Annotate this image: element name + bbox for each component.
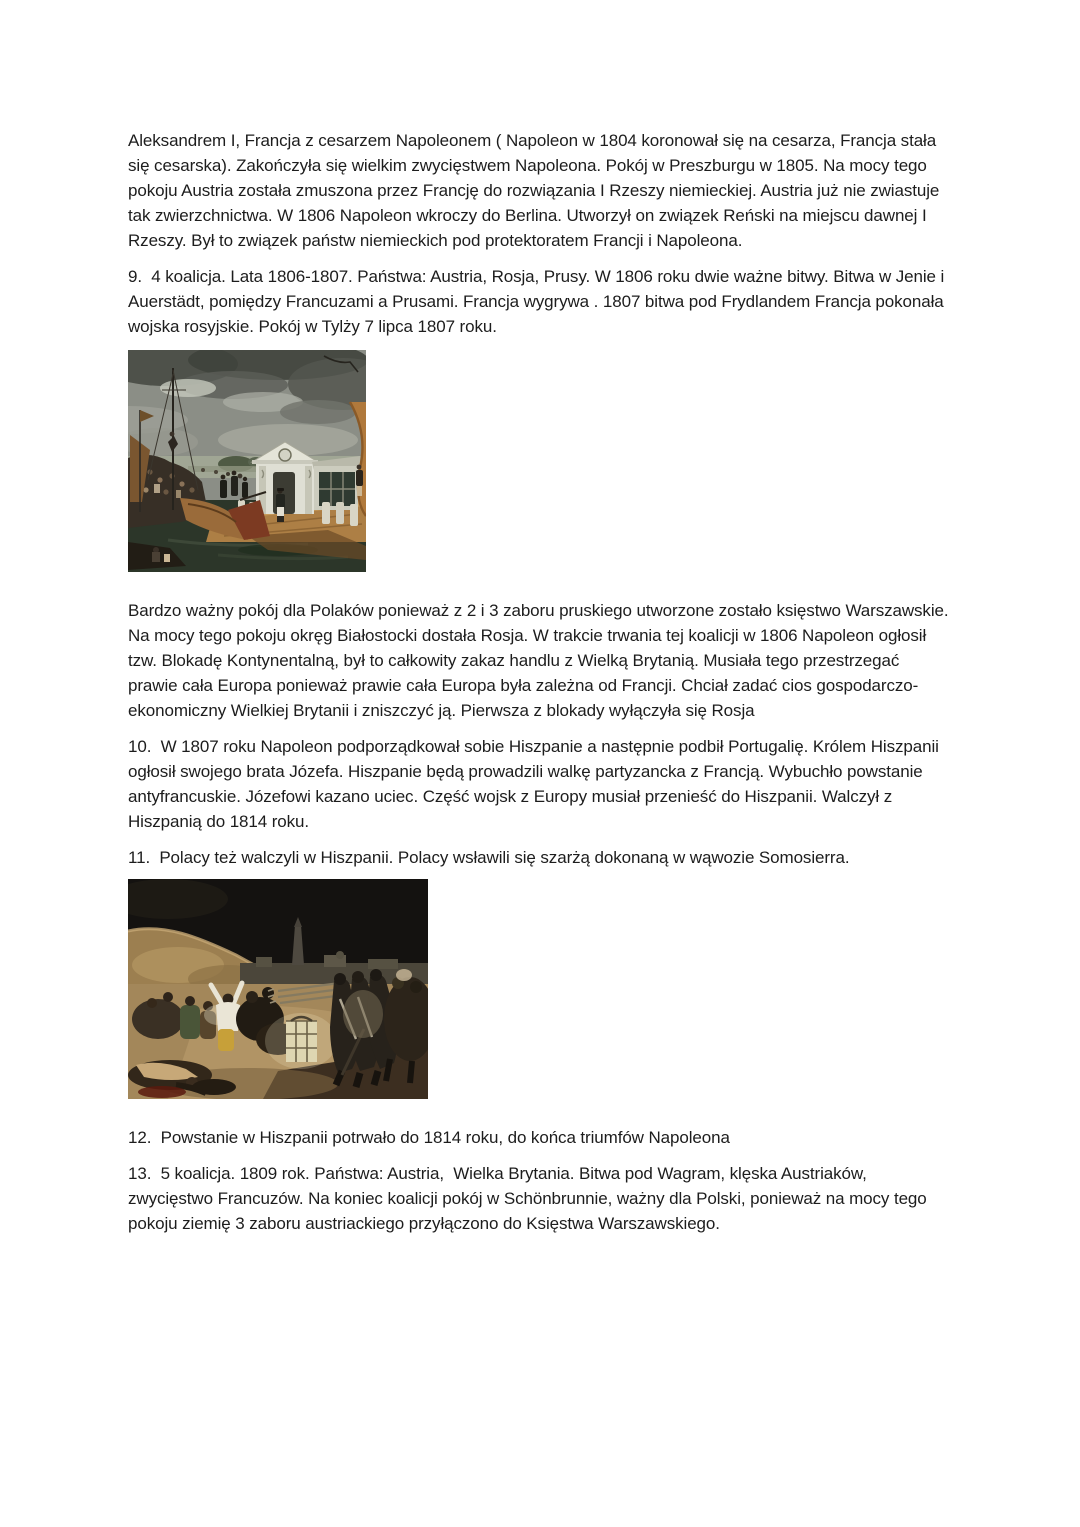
paragraph-item-9-coalition-4: 9. 4 koalicja. Lata 1806-1807. Państwa: Austria, Rosja, Prusy. W 1806 roku dwie ważne bitwy. Bitwa w Jenie i Auerstädt, pomiędzy Francuzami a Prusami. Francja wygrywa . 1807 bitwa pod Frydlandem Francja pokonała wojska rosyjskie. Pokój w Tylży 7 lipca 1807 roku. <box>128 267 949 336</box>
paragraph-item-11-somosierra: 11. Polacy też walczyli w Hiszpanii. Polacy wsławili się szarżą dokonaną w wąwozie Somosierra. <box>128 848 850 867</box>
goya-third-of-may-painting <box>128 879 952 1099</box>
paragraph-tilsit-consequences: Bardzo ważny pokój dla Polaków ponieważ z 2 i 3 zaboru pruskiego utworzone zostało księstwo Warszawskie. Na mocy tego pokoju okręg Białostocki dostała Rosja. W trakcie trwania tej koalicji w 1806 Napoleon ogłosił tzw. Blokadę Kontynentalną, był to całkowity zakaz handlu z Wielką Brytanią. Musiała tego przestrzegać prawie cała Europa ponieważ prawie cała Europa była zależna od Francji. Chciał zadać cios gospodarczo-ekonomiczny Wielkiej Brytanii i zniszczyć ją. Pierwsza z blokady wyłączyła się Rosja <box>128 601 954 720</box>
paragraph-item-13-coalition-5: 13. 5 koalicja. 1809 rok. Państwa: Austria, Wielka Brytania. Bitwa pod Wagram, klęska Austriaków, zwycięstwo Francuzów. Na koniec koalicji pokój w Schönbrunnie, ważny dla Polski, ponieważ na mocy tego pokoju ziemię 3 zaboru austriackiego przyłączono do Księstwa Warszawskiego. <box>128 1164 932 1233</box>
paragraph-item-10-spain: 10. W 1807 roku Napoleon podporządkował sobie Hiszpanie a następnie podbił Portugalię. Królem Hiszpanii ogłosił swojego brata Józefa. Hiszpanie będą prowadzili walkę partyzancka z Francją. Wybuchło powstanie antyfrancuskie. Józefowi kazano uciec. Część wojsk z Europy musiał przenieść do Hiszpanii. Walczył z Hiszpanią do 1814 roku. <box>128 737 944 831</box>
paragraph-coalition-3-outcome: Aleksandrem I, Francja z cesarzem Napoleonem ( Napoleon w 1804 koronował się na cesarza, Francja stała się cesarska). Zakończyła się wielkim zwycięstwem Napoleona. Pokój w Preszburgu w 1805. Na mocy tego pokoju Austria została zmuszona przez Francję do rozwiązania I Rzeszy niemieckiej. Austria już nie zwiastuje tak zwierzchnictwa. W 1806 Napoleon wkroczy do Berlina. Utworzył on związek Reński na miejscu dawnej I Rzeszy. Był to związek państw niemieckich pod protektoratem Francji i Napoleona. <box>128 131 944 250</box>
painting-lantern <box>265 1013 337 1069</box>
tilsit-raft-painting <box>128 350 952 572</box>
paragraph-item-12-uprising-end: 12. Powstanie w Hiszpanii potrwało do 1814 roku, do końca triumfów Napoleona <box>128 1128 730 1147</box>
